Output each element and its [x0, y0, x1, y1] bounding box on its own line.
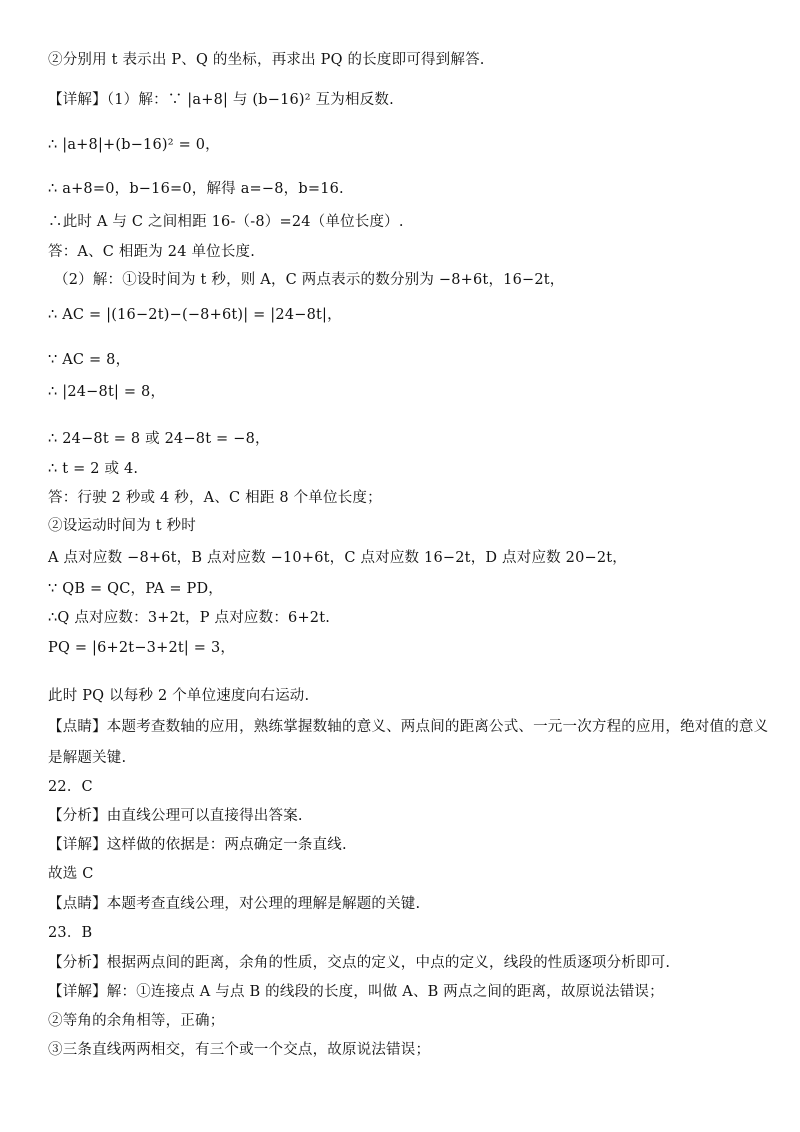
text-line: ∴此时 A 与 C 之间相距 16-（-8）=24（单位长度）. [48, 214, 404, 230]
text-line: ②等角的余角相等，正确； [48, 1013, 225, 1029]
section-number: 23．B [48, 925, 93, 941]
text-line: PQ = |6+2t−3+2t| = 3， [48, 640, 236, 656]
text-line: 此时 PQ 以每秒 2 个单位速度向右运动. [48, 688, 310, 704]
text-line: 故选 C [48, 866, 94, 882]
text-line: ∴ |24−8t| = 8， [48, 384, 166, 400]
text-line: ∴ t = 2 或 4. [48, 461, 139, 477]
text-line: A 点对应数 −8+6t，B 点对应数 −10+6t，C 点对应数 16−2t，D 点对应数 20−2t， [48, 550, 628, 566]
text-line: ∴ AC = |(16−2t)−(−8+6t)| = |24−8t|， [48, 307, 342, 323]
text-line: 是解题关键. [48, 750, 127, 766]
text-line: ∴Q 点对应数：3+2t，P 点对应数：6+2t. [48, 610, 331, 626]
section-number: 22．C [48, 779, 93, 795]
text-line: ∴ 24−8t = 8 或 24−8t = −8， [48, 431, 270, 447]
text-line: ②分别用 t 表示出 P、Q 的坐标，再求出 PQ 的长度即可得到解答. [48, 52, 485, 68]
text-line: ②设运动时间为 t 秒时 [48, 518, 196, 534]
text-line: 【点睛】本题考查数轴的应用，熟练掌握数轴的意义、两点间的距离公式、一元一次方程的应用，绝对值的意义 [48, 719, 769, 735]
text-line: 【详解】解：①连接点 A 与点 B 的线段的长度，叫做 A、B 两点之间的距离，故原说法错误； [48, 984, 664, 1000]
text-line: 【分析】由直线公理可以直接得出答案. [48, 808, 303, 824]
text-line: ③三条直线两两相交，有三个或一个交点，故原说法错误； [48, 1042, 431, 1058]
text-line: 【点睛】本题考查直线公理，对公理的理解是解题的关键. [48, 896, 421, 912]
text-line: 答：A、C 相距为 24 单位长度. [48, 244, 256, 260]
text-line: ∵ QB = QC，PA = PD， [48, 581, 223, 597]
text-line: 【详解】这样做的依据是：两点确定一条直线. [48, 837, 347, 853]
text-line: 【详解】（1）解：∵ |a+8| 与 (b−16)² 互为相反数. [48, 92, 394, 108]
text-line: 答：行驶 2 秒或 4 秒，A、C 相距 8 个单位长度； [48, 490, 382, 506]
text-line: 【分析】根据两点间的距离，余角的性质，交点的定义，中点的定义，线段的性质逐项分析即可. [48, 955, 671, 971]
text-line: ∵ AC = 8， [48, 352, 131, 368]
text-line: ∴ |a+8|+(b−16)² = 0， [48, 137, 220, 153]
text-line: ∴ a+8=0，b−16=0，解得 a=−8，b=16. [48, 181, 344, 197]
text-line: （2）解：①设时间为 t 秒，则 A，C 两点表示的数分别为 −8+6t，16−2t， [54, 272, 565, 288]
